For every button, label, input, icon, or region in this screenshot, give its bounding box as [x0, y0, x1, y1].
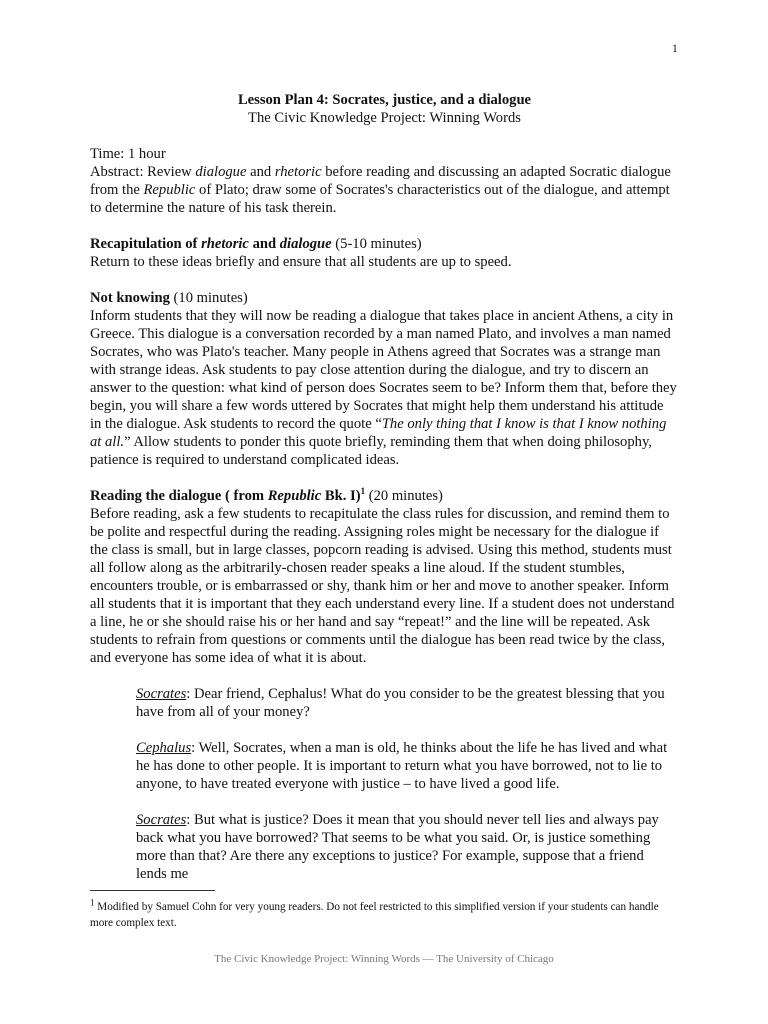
socrates-quote: The only thing that I know is that I know nothing at all.: [90, 416, 667, 450]
dialogue-line: Socrates: Dear friend, Cephalus! What do you consider to be the greatest blessing that you have from all of your money?: [136, 686, 665, 720]
footnote-divider: [90, 890, 215, 891]
dialogue-line: Cephalus: Well, Socrates, when a man is old, he thinks about the life he has lived and what he has done to other people. It is important to return what you have borrowed, not to lie to anyone, to have treated everyone with justice – to have lived a good life.: [136, 740, 668, 792]
speaker-name: Socrates: [136, 686, 187, 702]
recap-body: Return to these ideas briefly and ensure that all students are up to speed.: [90, 254, 512, 270]
not-knowing-heading: Not knowing (10 minutes): [90, 290, 248, 306]
recap-heading: Recapitulation of rhetoric and dialogue (5-10 minutes): [90, 236, 422, 252]
page-footer: The Civic Knowledge Project: Winning Words — The University of Chicago: [214, 953, 554, 965]
page-number: 1: [672, 43, 678, 55]
title-block: [91, 91, 678, 127]
time-line: Time: 1 hour: [90, 146, 166, 162]
reading-body: Before reading, ask a few students to recapitulate the class rules for discussion, and remind them to be polite and respectful during the reading. Assigning roles might be necessary for the dialogue if the class is small, but in large classes, popcorn reading is advised. Using this method, students must all follow along as the arbitrarily-chosen reader speaks a line aloud. If the student stumbles, encounters trouble, or is embarrassed or shy, thank him or her and move to another speaker. Inform all students that it is important that they each understand every line. If a student does not understand a line, he or she should raise his or her hand and say “repeat!” and the line will be repeated. Ask students to refrain from questions or comments until the dialogue has been read twice by the class, and everyone has some idea of what it is about.: [90, 506, 675, 666]
footnote-reference[interactable]: 1: [360, 486, 366, 497]
page-subtitle: The Civic Knowledge Project: Winning Words: [248, 110, 521, 126]
abstract-paragraph: Abstract: Review dialogue and rhetoric before reading and discussing an adapted Socratic dialogue from the Republic of Plato; draw some of Socrates's characteristics out of the dialogue, and attempt to determine the nature of his task therein.: [90, 164, 671, 216]
footnote-number: 1: [90, 897, 95, 908]
speaker-name: Cephalus: [136, 740, 192, 756]
reading-heading: Reading the dialogue ( from Republic Bk. I)$^1$ (20 minutes): [90, 486, 443, 504]
page-title: Lesson Plan 4: Socrates, justice, and a dialogue: [237, 92, 532, 108]
footnote: $^1$ Modified by Samuel Cohn for very young readers. Do not feel restricted to this simplified version if your students can handle more complex text.: [90, 897, 659, 929]
speaker-name: Socrates: [136, 812, 187, 828]
document-body: [90, 91, 678, 883]
not-knowing-body: Inform students that they will now be reading a dialogue that takes place in ancient Athens, a city in Greece. This dialogue is a conversation recorded by a man named Plato, and involves a man named Socrates, who was Plato's teacher. Many people in Athens agreed that Socrates was a strange man with strange ideas. Ask students to pay close attention during the dialogue, and try to discern an answer to the question: what kind of person does Socrates seem to be? Inform them that, before they begin, you will share a few words uttered by Socrates that might help them understand his attitude in the dialogue. Ask students to record the quote “The only thing that I know is that I know nothing at all.” Allow students to ponder this quote briefly, reminding them that when doing philosophy, patience is required to understand complicated ideas.: [90, 308, 677, 468]
dialogue-line: Socrates: But what is justice? Does it mean that you should never tell lies and always pay back what you have borrowed? That seems to be what you said. Or, is justice something more than that? Are there any exceptions to justice? For example, suppose that a friend lends me: [136, 812, 659, 882]
